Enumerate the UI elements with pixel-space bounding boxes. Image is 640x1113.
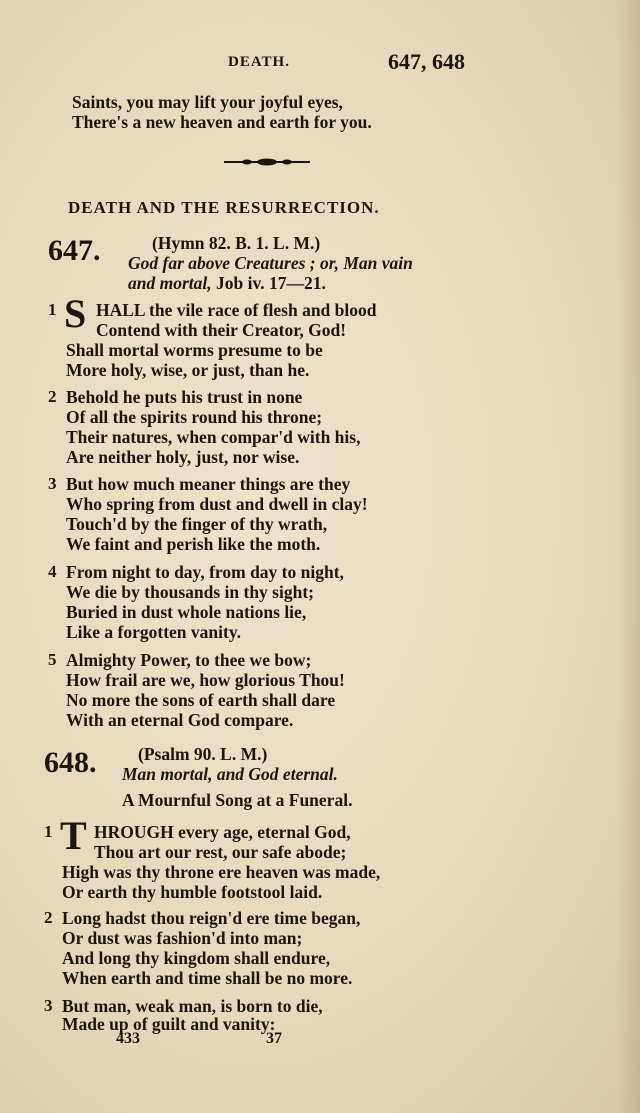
verse-number: 3: [48, 474, 57, 493]
verse-line: No more the sons of earth shall dare: [66, 690, 336, 710]
top-line-2: There's a new heaven and earth for you.: [72, 112, 372, 132]
verse-number: 5: [48, 650, 57, 669]
verse-line: Touch'd by the finger of thy wrath,: [66, 514, 328, 534]
verse-number: 1: [44, 822, 53, 841]
verse-line: Made up of guilt and vanity:: [62, 1014, 276, 1034]
verse-line: Or dust was fashion'd into man;: [62, 928, 303, 948]
hymn-number-647: 647.: [48, 234, 101, 267]
running-title: DEATH.: [228, 54, 290, 70]
verse-number: 4: [48, 562, 57, 581]
verse-line: We die by thousands in thy sight;: [66, 582, 314, 602]
top-line-1: Saints, you may lift your joyful eyes,: [72, 92, 343, 112]
verse-line: From night to day, from day to night,: [66, 562, 344, 582]
verse-line: Their natures, when compar'd with his,: [66, 427, 361, 447]
verse-line: High was thy throne ere heaven was made,: [62, 862, 381, 882]
verse-line: With an eternal God compare.: [66, 710, 294, 730]
drop-cap: T: [60, 813, 87, 858]
verse-line: Of all the spirits round his throne;: [66, 407, 323, 427]
drop-cap: S: [64, 291, 87, 336]
page-number: 37: [266, 1030, 282, 1047]
hymn-647-theme-2-italic: and mortal,: [128, 273, 212, 293]
verse-line: Like a forgotten vanity.: [66, 622, 241, 642]
verse-line: Thou art our rest, our safe abode;: [94, 842, 347, 862]
running-header: [0, 49, 640, 82]
section-title: DEATH AND THE RESURRECTION.: [68, 198, 380, 217]
hymn-648-source: (Psalm 90. L. M.): [138, 744, 268, 764]
hymn-647-theme-2: [128, 273, 326, 293]
verse-line: Are neither holy, just, nor wise.: [66, 447, 300, 467]
verse-line: And long thy kingdom shall endure,: [62, 948, 331, 968]
verse-line: HROUGH every age, eternal God,: [94, 822, 351, 842]
verse-line: But how much meaner things are they: [66, 474, 351, 494]
verse-line: HALL the vile race of flesh and blood: [96, 300, 377, 320]
hymn-648-subtitle: A Mournful Song at a Funeral.: [122, 790, 353, 810]
hymn-number-648: 648.: [44, 746, 97, 779]
hymn-648-theme: Man mortal, and God eternal.: [122, 764, 338, 784]
verse-line: Who spring from dust and dwell in clay!: [66, 494, 368, 514]
signature-mark: 433: [116, 1030, 140, 1047]
verse-line: How frail are we, how glorious Thou!: [66, 670, 345, 690]
verse-line: Buried in dust whole nations lie,: [66, 602, 307, 622]
ornament-divider: [222, 158, 312, 166]
verse-number: 2: [44, 908, 53, 927]
hymn-range: 647, 648: [388, 49, 465, 74]
verse-line: Long hadst thou reign'd ere time began,: [62, 908, 361, 928]
verse-number: 2: [48, 387, 57, 406]
verse-line: Contend with their Creator, God!: [96, 320, 347, 340]
page-edge-shadow: [616, 0, 640, 1113]
verse-number: 1: [48, 300, 57, 319]
verse-line: Or earth thy humble footstool laid.: [62, 882, 323, 902]
verse-line: But man, weak man, is born to die,: [62, 996, 323, 1016]
hymn-647-theme-2-ref: Job iv. 17—21.: [211, 273, 326, 293]
hymn-647-source: (Hymn 82. B. 1. L. M.): [152, 233, 321, 253]
verse-line: We faint and perish like the moth.: [66, 534, 321, 554]
verse-line: Almighty Power, to thee we bow;: [66, 650, 312, 670]
hymn-647-theme-1: God far above Creatures ; or, Man vain: [128, 253, 413, 273]
verse-line: More holy, wise, or just, than he.: [66, 360, 310, 380]
verse-line: When earth and time shall be no more.: [62, 968, 353, 988]
verse-line: Behold he puts his trust in none: [66, 387, 303, 407]
verse-number: 3: [44, 996, 53, 1015]
verse-line: Shall mortal worms presume to be: [66, 340, 323, 360]
